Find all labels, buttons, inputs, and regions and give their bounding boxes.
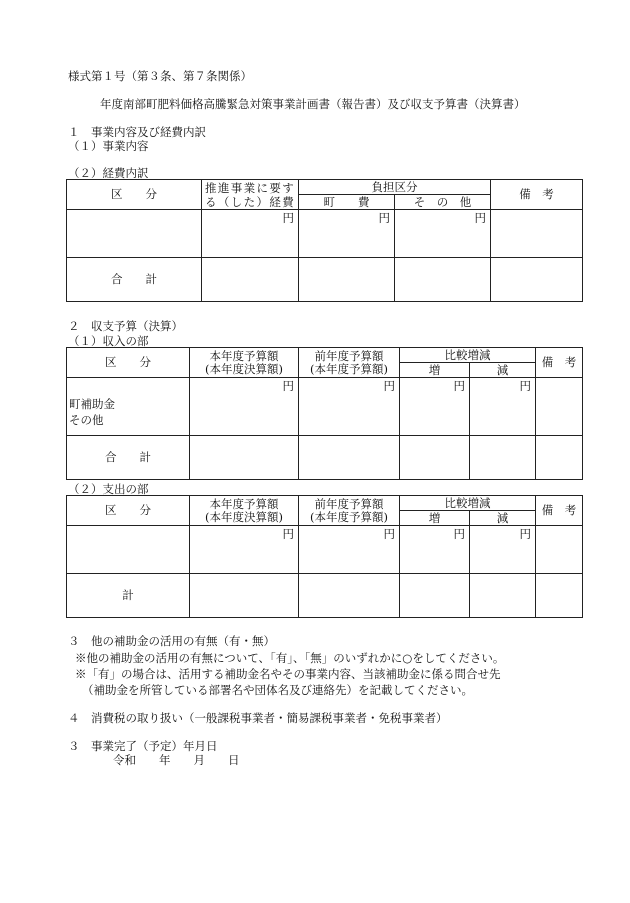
section4-heading: ４ 消費税の取り扱い（一般課税事業者・簡易課税事業者・免税事業者） (68, 711, 448, 725)
row-total-label: 合 計 (67, 436, 190, 480)
header-kubun: 区 分 (67, 180, 202, 210)
header-town-cost: 町 費 (299, 195, 395, 210)
cell-yen: 円 (470, 378, 536, 436)
cell-yen: 円 (395, 210, 491, 258)
cell-income-items (67, 378, 190, 436)
cell-yen: 円 (299, 210, 395, 258)
section1-heading: １ 事業内容及び経費内訳 (68, 125, 206, 139)
header-remarks: 備 考 (536, 348, 583, 378)
income-table (66, 347, 583, 480)
cell-empty (299, 574, 400, 618)
cell-remarks (491, 210, 583, 258)
section2-sub-income: （１）収入の部 (68, 334, 149, 348)
cell-kubun (67, 210, 202, 258)
completion-date: 令和 年 月 日 (113, 753, 240, 767)
section1-sub-expenses: （２）経費内訳 (68, 166, 149, 180)
cell-yen: 円 (202, 210, 299, 258)
header-compare: 比較増減 (400, 348, 536, 363)
cell-remarks (536, 526, 583, 574)
header-other: そ の 他 (395, 195, 491, 210)
header-increase: 増 (400, 363, 470, 378)
cell-empty (470, 574, 536, 618)
cell-empty (400, 574, 470, 618)
section3-note1: ※他の補助金の活用の有無について、「有」、「無」のいずれかに○をしてください。 (75, 651, 505, 665)
section5-heading: ３ 事業完了（予定）年月日 (68, 739, 218, 753)
cell-yen: 円 (470, 526, 536, 574)
header-expense: 推進事業に要す る（した）経費 (202, 180, 299, 210)
item-other: その他 (69, 412, 104, 427)
section2-heading: ２ 収支予算（決算） (68, 319, 183, 333)
table-row (67, 574, 583, 618)
header-prev-year: 前年度予算額 (本年度予算額) (299, 348, 400, 378)
document-title: 年度南部町肥料価格高騰緊急対策事業計画書（報告書）及び収支予算書（決算書） (100, 97, 526, 111)
header-decrease: 減 (470, 363, 536, 378)
cell-kubun (67, 526, 190, 574)
cell-empty (400, 436, 470, 480)
header-prev-year: 前年度予算額 (本年度予算額) (299, 496, 400, 526)
header-this-year: 本年度予算額 (本年度決算額) (190, 496, 299, 526)
cell-empty (202, 258, 299, 302)
cell-empty (470, 436, 536, 480)
cell-empty (395, 258, 491, 302)
table-row (67, 258, 583, 302)
table-row (67, 436, 583, 480)
header-compare: 比較増減 (400, 496, 536, 511)
cell-yen: 円 (299, 378, 400, 436)
cell-yen: 円 (299, 526, 400, 574)
header-decrease: 減 (470, 511, 536, 526)
cell-remarks (536, 378, 583, 436)
header-remarks: 備 考 (536, 496, 583, 526)
header-remarks: 備 考 (491, 180, 583, 210)
header-kubun: 区 分 (67, 348, 190, 378)
cell-yen: 円 (400, 378, 470, 436)
header-this-year: 本年度予算額 (本年度決算額) (190, 348, 299, 378)
header-kubun: 区 分 (67, 496, 190, 526)
table-row (67, 526, 583, 574)
cell-yen: 円 (190, 526, 299, 574)
cell-yen: 円 (400, 526, 470, 574)
cell-empty (299, 436, 400, 480)
table-row (67, 378, 583, 436)
header-increase: 増 (400, 511, 470, 526)
table-row (67, 210, 583, 258)
cell-empty (190, 574, 299, 618)
cell-empty (491, 258, 583, 302)
section3-note2: ※「有」の場合は、活用する補助金名やその事業内容、当該補助金に係る問合せ先 (75, 667, 501, 681)
form-number: 様式第１号（第３条、第７条関係） (68, 69, 252, 83)
cell-empty (299, 258, 395, 302)
section2-sub-expense: （２）支出の部 (68, 482, 149, 496)
section3-heading: ３ 他の補助金の活用の有無（有・無） (68, 634, 275, 648)
section3-note3: （補助金を所管している部署名や団体名及び連絡先）を記載してください。 (82, 683, 473, 697)
row-total-label: 計 (67, 574, 190, 618)
cell-yen: 円 (190, 378, 299, 436)
expense-breakdown-table (66, 179, 583, 302)
cell-empty (536, 574, 583, 618)
cell-empty (536, 436, 583, 480)
header-burden: 負担区分 (299, 180, 491, 195)
cell-empty (190, 436, 299, 480)
expenditure-table (66, 495, 583, 618)
row-total-label: 合 計 (67, 258, 202, 302)
section1-sub-content: （１）事業内容 (68, 139, 149, 153)
item-town-subsidy: 町補助金 (69, 396, 115, 411)
